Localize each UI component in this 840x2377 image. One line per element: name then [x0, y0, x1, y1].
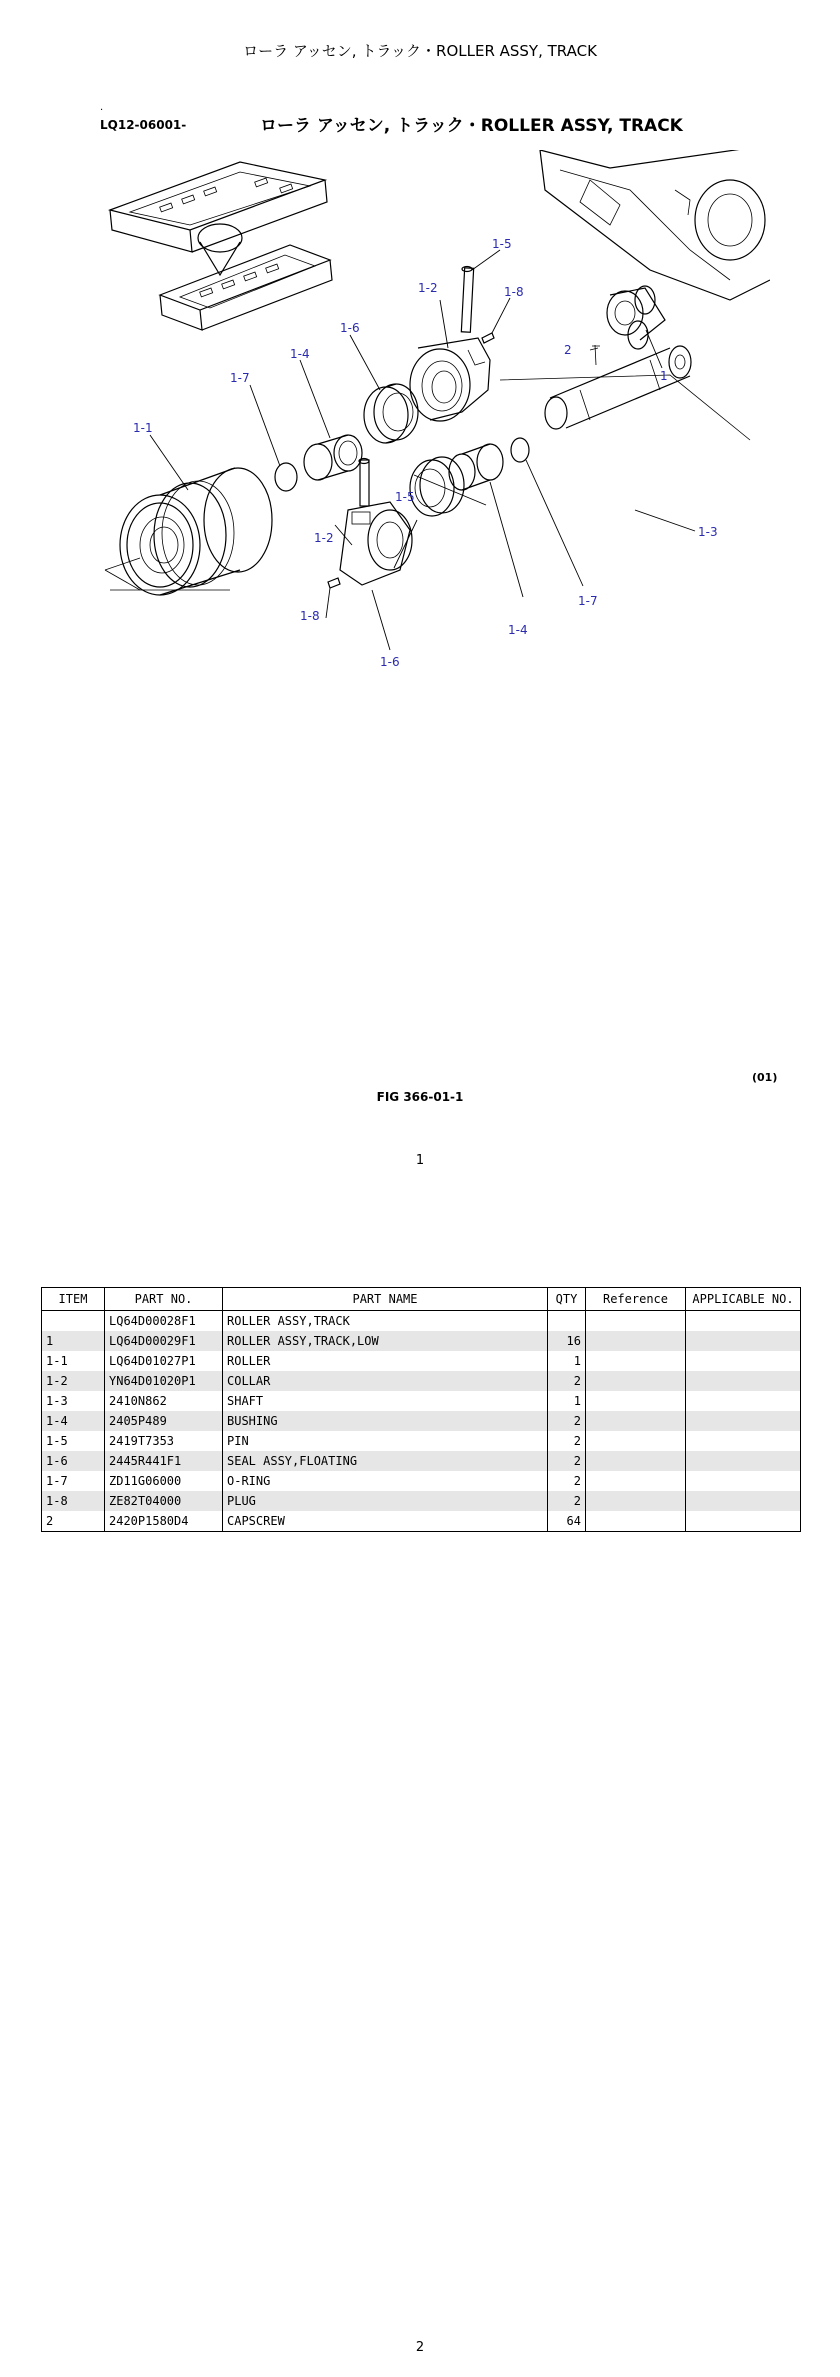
- cell-part-no: 2410N862: [105, 1391, 223, 1411]
- plug-top: [482, 333, 494, 343]
- cell-applicable-no: [686, 1491, 801, 1511]
- cell-item: 1-1: [42, 1351, 105, 1371]
- callout-1: 1: [660, 369, 668, 383]
- callout-1-1: 1-1: [133, 421, 153, 435]
- header-part-no: PART NO.: [105, 1288, 223, 1311]
- cell-applicable-no: [686, 1371, 801, 1391]
- figure-number: FIG 366-01-1: [376, 1090, 464, 1104]
- cell-qty: 2: [548, 1371, 586, 1391]
- callout-1-4-bottom: 1-4: [508, 623, 528, 637]
- o-ring-top: [275, 463, 297, 491]
- cell-item: 1: [42, 1331, 105, 1351]
- collar-top: [410, 338, 490, 421]
- cell-part-no: LQ64D00028F1: [105, 1311, 223, 1332]
- header-item: ITEM: [42, 1288, 105, 1311]
- cell-qty: 2: [548, 1491, 586, 1511]
- table-header-row: [42, 1288, 801, 1311]
- callout-1-6-bottom: 1-6: [380, 655, 400, 669]
- table-row: [42, 1411, 801, 1431]
- table-row: [42, 1491, 801, 1511]
- cell-item: 1-5: [42, 1431, 105, 1451]
- cell-reference: [586, 1431, 686, 1451]
- callout-1-5-top: 1-5: [492, 237, 512, 251]
- callout-1-3: 1-3: [698, 525, 718, 539]
- bushing-top: [304, 435, 362, 480]
- seal-top: [364, 384, 418, 443]
- o-ring-bottom: [511, 438, 529, 462]
- header-qty: QTY: [548, 1288, 586, 1311]
- cell-qty: 64: [548, 1511, 586, 1532]
- cell-qty: 16: [548, 1331, 586, 1351]
- cell-qty: 2: [548, 1411, 586, 1431]
- cell-applicable-no: [686, 1511, 801, 1532]
- frame-section: [540, 150, 770, 365]
- cell-part-name: ROLLER ASSY,TRACK,LOW: [223, 1331, 548, 1351]
- cell-reference: [586, 1351, 686, 1371]
- cell-reference: [586, 1491, 686, 1511]
- page-title: ローラ アッセン, トラック・ROLLER ASSY, TRACK: [243, 42, 597, 60]
- cell-reference: [586, 1451, 686, 1471]
- cell-part-no: YN64D01020P1: [105, 1371, 223, 1391]
- cell-item: 1-3: [42, 1391, 105, 1411]
- cell-item: 1-4: [42, 1411, 105, 1431]
- table-row: [42, 1311, 801, 1332]
- cell-part-no: LQ64D00029F1: [105, 1331, 223, 1351]
- cell-qty: 2: [548, 1451, 586, 1471]
- bushing-bottom: [449, 444, 503, 490]
- cell-applicable-no: [686, 1351, 801, 1371]
- figure-dot: .: [100, 102, 104, 113]
- cell-qty: 2: [548, 1431, 586, 1451]
- table-row: [42, 1431, 801, 1451]
- table-row: [42, 1331, 801, 1351]
- callout-1-7-bottom: 1-7: [578, 594, 598, 608]
- table-row: [42, 1451, 801, 1471]
- cell-part-no: LQ64D01027P1: [105, 1351, 223, 1371]
- callout-1-5-bottom: 1-5: [395, 490, 415, 504]
- seal-bottom: [410, 457, 464, 516]
- cell-item: 1-2: [42, 1371, 105, 1391]
- mounted-roller-thumbnail: [607, 286, 665, 349]
- cell-part-name: CAPSCREW: [223, 1511, 548, 1532]
- track-frame-thumbnail: [110, 162, 332, 330]
- callout-1-8-bottom: 1-8: [300, 609, 320, 623]
- cell-applicable-no: [686, 1391, 801, 1411]
- sheet-number: (01): [752, 1071, 778, 1084]
- cell-qty: 1: [548, 1391, 586, 1411]
- cell-part-name: ROLLER: [223, 1351, 548, 1371]
- callout-1-4-top: 1-4: [290, 347, 310, 361]
- callout-2: 2: [564, 343, 572, 357]
- table-row: [42, 1471, 801, 1491]
- cell-item: 1-7: [42, 1471, 105, 1491]
- cell-part-name: PLUG: [223, 1491, 548, 1511]
- exploded-parts-diagram: [90, 150, 770, 690]
- cell-item: 1-8: [42, 1491, 105, 1511]
- cell-applicable-no: [686, 1431, 801, 1451]
- figure-code: LQ12-06001-: [100, 118, 187, 132]
- table-row: [42, 1371, 801, 1391]
- callout-1-6-top: 1-6: [340, 321, 360, 335]
- cell-qty: 2: [548, 1471, 586, 1491]
- shaft: [500, 346, 750, 440]
- cell-reference: [586, 1371, 686, 1391]
- header-part-name: PART NAME: [223, 1288, 548, 1311]
- cell-reference: [586, 1471, 686, 1491]
- footer-page-number: 2: [415, 2340, 425, 2355]
- cell-part-no: 2420P1580D4: [105, 1511, 223, 1532]
- cell-part-no: 2405P489: [105, 1411, 223, 1431]
- callout-1-2-top: 1-2: [418, 281, 438, 295]
- cell-item: [42, 1311, 105, 1332]
- cell-part-no: 2445R441F1: [105, 1451, 223, 1471]
- cell-part-name: ROLLER ASSY,TRACK: [223, 1311, 548, 1332]
- page-index: 1: [415, 1153, 425, 1168]
- pin-top: [461, 267, 473, 333]
- plug-bottom: [328, 578, 340, 588]
- figure-title: ローラ アッセン, トラック・ROLLER ASSY, TRACK: [260, 116, 683, 136]
- cell-part-name: PIN: [223, 1431, 548, 1451]
- cell-qty: 1: [548, 1351, 586, 1371]
- cell-applicable-no: [686, 1311, 801, 1332]
- cell-part-name: BUSHING: [223, 1411, 548, 1431]
- table-row: [42, 1391, 801, 1411]
- table-row: [42, 1351, 801, 1371]
- callout-1-7-top: 1-7: [230, 371, 250, 385]
- cell-reference: [586, 1331, 686, 1351]
- cell-part-name: COLLAR: [223, 1371, 548, 1391]
- callout-1-2-bottom: 1-2: [314, 531, 334, 545]
- cell-reference: [586, 1391, 686, 1411]
- cell-applicable-no: [686, 1411, 801, 1431]
- cell-part-name: O-RING: [223, 1471, 548, 1491]
- cell-part-name: SHAFT: [223, 1391, 548, 1411]
- cell-reference: [586, 1311, 686, 1332]
- pin-bottom: [359, 459, 369, 507]
- callout-1-8-top: 1-8: [504, 285, 524, 299]
- cell-reference: [586, 1511, 686, 1532]
- cell-item: 1-6: [42, 1451, 105, 1471]
- cell-part-no: ZE82T04000: [105, 1491, 223, 1511]
- cell-part-no: ZD11G06000: [105, 1471, 223, 1491]
- cell-applicable-no: [686, 1471, 801, 1491]
- cell-item: 2: [42, 1511, 105, 1532]
- cell-reference: [586, 1411, 686, 1431]
- cell-applicable-no: [686, 1451, 801, 1471]
- cell-part-name: SEAL ASSY,FLOATING: [223, 1451, 548, 1471]
- roller: [105, 468, 272, 595]
- cell-part-no: 2419T7353: [105, 1431, 223, 1451]
- leader-lines: [150, 250, 695, 650]
- cell-qty: [548, 1311, 586, 1332]
- header-applicable-no: APPLICABLE NO.: [686, 1288, 801, 1311]
- table-row: [42, 1511, 801, 1532]
- parts-table: [41, 1287, 801, 1532]
- header-reference: Reference: [586, 1288, 686, 1311]
- cell-applicable-no: [686, 1331, 801, 1351]
